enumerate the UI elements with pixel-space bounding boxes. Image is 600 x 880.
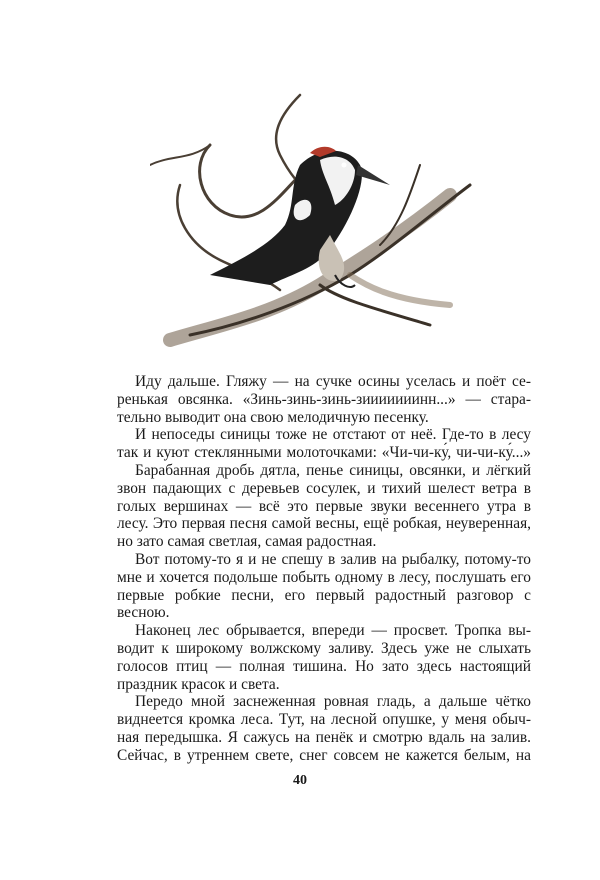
text-line: голосов птиц — полная тишина. Но зато здесь настоящий	[117, 657, 531, 675]
text-line: первые робкие песни, его первый радостный разговор с	[117, 586, 531, 604]
paragraph	[117, 551, 531, 622]
text-line: так и куют стеклянными молоточками: «Чи-чи-ку́, чи-чи-ку́...»	[117, 444, 531, 462]
text-line: Передо мной заснеженная ровная гладь, а дальше чётко	[135, 693, 531, 711]
text-line: Барабанная дробь дятла, пенье синицы, овсянки, и лёгкий	[135, 461, 531, 479]
text-line: праздник красок и света.	[117, 675, 280, 693]
text-line: Сейчас, в утреннем свете, снег совсем не кажется белым, на	[117, 746, 531, 764]
text-line: звон падающих с деревьев сосулек, и тихий шелест ветра в	[117, 479, 531, 497]
paragraph	[117, 373, 531, 426]
text-line: И непоседы синицы тоже не отстают от неё. Где-то в лесу	[135, 426, 531, 444]
text-line: лесу. Это первая песня самой весны, ещё робкая, неуверенная,	[117, 515, 531, 533]
paragraph	[117, 426, 531, 462]
paragraph	[117, 622, 531, 693]
text-line: но зато самая светлая, самая радостная.	[117, 533, 377, 551]
branch	[200, 145, 300, 217]
paragraph	[117, 462, 531, 551]
branch	[350, 275, 450, 305]
text-line: виднеется кромка леса. Тут, на лесной опушке, у меня обыч-	[117, 711, 531, 729]
text-line: Наконец лес обрывается, впереди — просвет. Тропка вы-	[135, 622, 531, 640]
text-line: голых вершинах — всё это первые звуки весеннего утра в	[117, 497, 531, 515]
woodpecker-illustration	[150, 85, 480, 365]
page-number: 40	[293, 773, 307, 788]
text-line: водит к широкому волжскому заливу. Здесь уже не слыхать	[117, 639, 531, 657]
paragraph	[117, 693, 531, 764]
text-line: весною.	[117, 604, 170, 622]
text-line: тельно выводит она свою мелодичную песенку.	[117, 408, 429, 426]
text-line: мне и хочется подольше побыть одному в лесу, послушать его	[117, 568, 531, 586]
text-line: Вот потому-то я и не спешу в залив на рыбалку, потому-то	[135, 550, 531, 568]
text-line: ная передышка. Я сажусь на пенёк и смотрю вдаль на залив.	[117, 728, 531, 746]
body-text	[117, 373, 531, 765]
text-line: ренькая овсянка. «Зинь-зинь-зинь-зииииииинн...» — стара-	[117, 390, 531, 408]
text-line: Иду дальше. Гляжу — на сучке осины уселась и поёт се-	[135, 373, 531, 390]
